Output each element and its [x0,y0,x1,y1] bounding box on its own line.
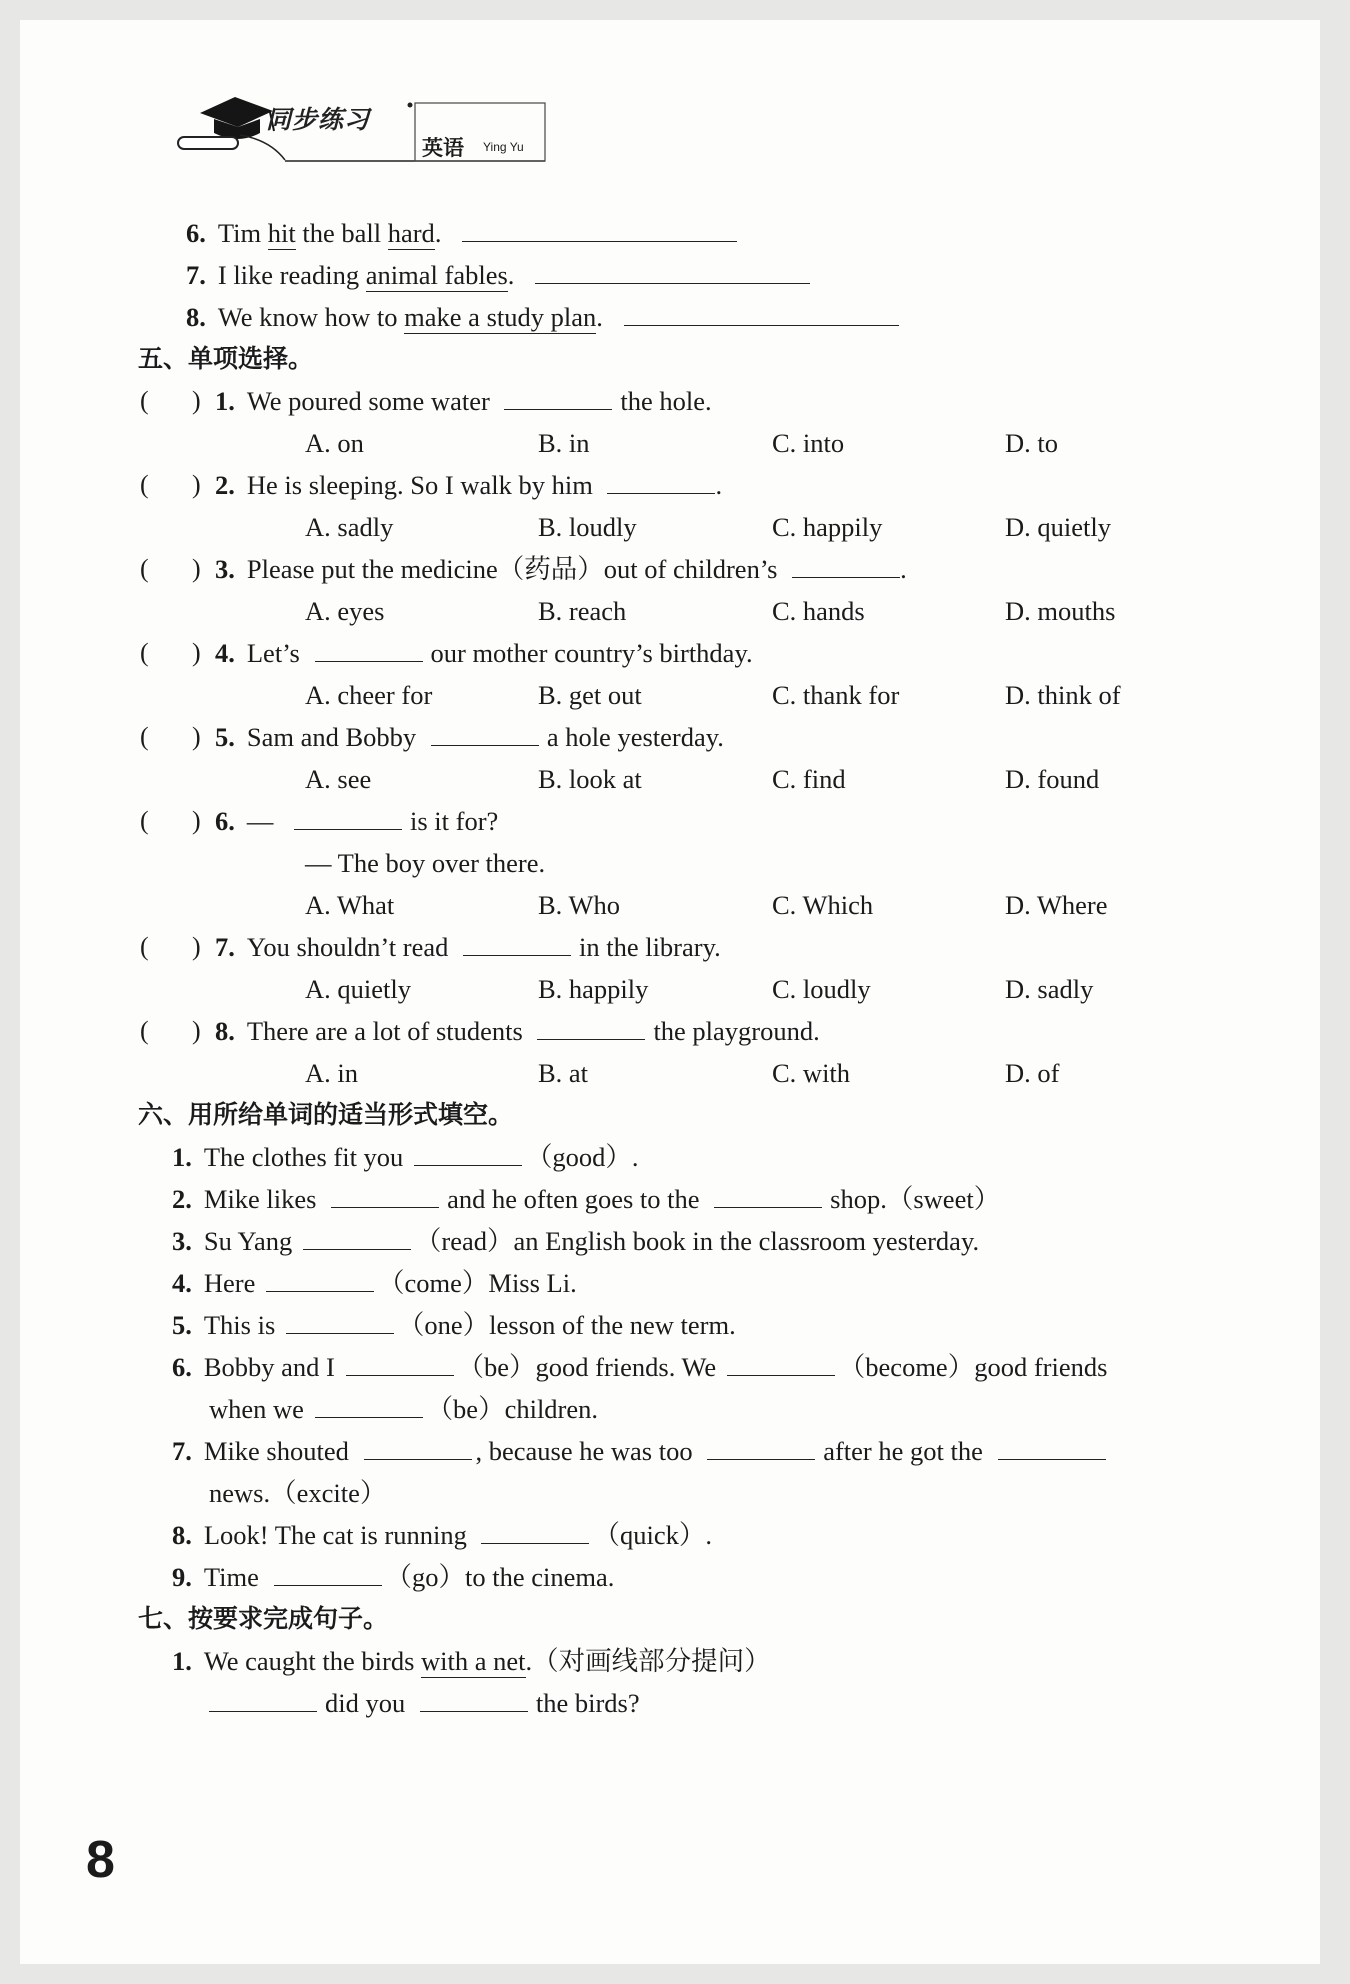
s5-q2-option-d[interactable]: D. quietly [1005,512,1111,542]
section5-title: 五、单项选择。 [138,344,314,373]
answer-blank[interactable] [504,385,612,410]
answer-bracket[interactable]: ( [140,386,149,415]
s5-q8-option-a[interactable]: A. in [305,1058,358,1088]
s5-q8-stem: 8. There are a lot of students the playground. [215,1016,820,1046]
s5-q3-option-a[interactable]: A. eyes [305,596,385,626]
s6-item-9: 9. Time （go）to the cinema. [172,1562,615,1592]
s5-q7-option-d[interactable]: D. sadly [1005,974,1094,1004]
s5-q7-option-b[interactable]: B. happily [538,974,649,1004]
s6-item-1: 1. The clothes fit you （good）. [172,1142,639,1172]
worksheet-page: 同步练习 英语 Ying Yu 6. Tim hit the ball hard. 7. I like reading animal fables. 8. We know how to make a study plan. 五、单项选择。 ( ) 1. We poured some water the hole. A. on B. in C. into D. to ( ) 2. He is sleeping. So I walk by him . A. sadly B. loudly C. happily D. quietly ( ) 3. Please put the medicine（药品）out of children’s . A. eyes B. reach C. hands D. mouths ( ) 4. Let’s our mother country’s birthday. A. cheer for B. get out C. thank for D. think of ( ) 5. Sam and Bobby a hole yesterday. A. see B. look at C. find D. found ( ) 6. — is it for? — The boy over there. A. What B. Who C. Which D. Where ( ) 7. You shouldn’t read in the library. A. quietly B. happily C. loudly D. sadly ( ) 8. There are a lot of students the playground. A. in B. at C. with D. of 六、用所给单词的适当形式填空。 1. The clothes fit you （good）. 2. Mike likes and he often goes to the shop.（sweet） 3. Su Yang （read）an English book in the classroom yesterday. 4. Here （come）Miss Li. 5. This is （one）lesson of the new term. 6. Bobby and I （be）good friends. We （become）good friends when we （be）children. 7. Mike shouted , because he was too after he got the news.（excite） 8. Look! The cat is running （quick）. 9. Time （go）to the cinema. 七、按要求完成句子。 1. We caught the birds with a net.（对画线部分提问） did you the birds? 8 [20,20,1320,1964]
s6-item-2: 2. Mike likes and he often goes to the shop.（sweet） [172,1184,1001,1214]
answer-blank[interactable] [266,1267,374,1292]
s5-q1-option-d[interactable]: D. to [1005,428,1058,458]
s5-q4-option-b[interactable]: B. get out [538,680,642,710]
answer-bracket[interactable]: ( [140,554,149,583]
answer-blank[interactable] [331,1183,439,1208]
answer-blank[interactable] [209,1687,317,1712]
answer-blank[interactable] [624,301,899,326]
s7-item-1: 1. We caught the birds with a net.（对画线部分提问） [172,1646,771,1676]
answer-blank[interactable] [707,1435,815,1460]
answer-bracket[interactable]: ( [140,1016,149,1045]
s5-q2-option-c[interactable]: C. happily [772,512,883,542]
answer-blank[interactable] [315,1393,423,1418]
s5-q5-stem: 5. Sam and Bobby a hole yesterday. [215,722,724,752]
answer-blank[interactable] [714,1183,822,1208]
answer-blank[interactable] [346,1351,454,1376]
s5-q1-stem: 1. We poured some water the hole. [215,386,712,416]
section7-title: 七、按要求完成句子。 [138,1604,389,1633]
s5-q2-option-a[interactable]: A. sadly [305,512,394,542]
s6-item-5: 5. This is （one）lesson of the new term. [172,1310,736,1340]
s5-q1-option-c[interactable]: C. into [772,428,845,458]
page-number: 8 [86,1831,115,1889]
s5-q7-option-c[interactable]: C. loudly [772,974,871,1004]
s5-q4-stem: 4. Let’s our mother country’s birthday. [215,638,753,668]
s6-item-8: 8. Look! The cat is running （quick）. [172,1520,712,1550]
s5-q4-option-a[interactable]: A. cheer for [305,680,433,710]
answer-blank[interactable] [431,721,539,746]
answer-blank[interactable] [607,469,715,494]
s7-item-1-answer: did you the birds? [209,1686,640,1720]
s5-q4-option-d[interactable]: D. think of [1005,680,1121,710]
s5-q2-stem: 2. He is sleeping. So I walk by him . [215,470,723,500]
s5-q5-option-d[interactable]: D. found [1005,764,1100,794]
s5-q3-option-d[interactable]: D. mouths [1005,596,1116,626]
s5-q6-option-d[interactable]: D. Where [1005,890,1108,920]
s5-q5-option-b[interactable]: B. look at [538,764,642,794]
answer-blank[interactable] [286,1309,394,1334]
s6-item-7: 7. Mike shouted , because he was too after he got the [172,1434,1106,1468]
answer-bracket[interactable]: ( [140,722,149,751]
answer-blank[interactable] [481,1519,589,1544]
s6-item-6-cont: when we （be）children. [209,1394,599,1424]
answer-blank[interactable] [303,1225,411,1250]
s6-item-6: 6. Bobby and I （be）good friends. We （become）good friends [172,1352,1108,1382]
answer-blank[interactable] [792,553,900,578]
answer-blank[interactable] [294,805,402,830]
section6-title: 六、用所给单词的适当形式填空。 [138,1100,514,1129]
s6-item-3: 3. Su Yang （read）an English book in the classroom yesterday. [172,1226,980,1256]
answer-blank[interactable] [463,931,571,956]
s5-q1-option-a[interactable]: A. on [305,428,364,458]
answer-blank[interactable] [462,217,737,242]
s5-q8-option-d[interactable]: D. of [1005,1058,1060,1088]
answer-blank[interactable] [537,1015,645,1040]
answer-blank[interactable] [727,1351,835,1376]
s5-q1-option-b[interactable]: B. in [538,428,590,458]
s6-item-7-cont: news.（excite） [209,1478,387,1508]
s5-q6-option-b[interactable]: B. Who [538,890,620,920]
s5-q5-option-a[interactable]: A. see [305,764,372,794]
s6-item-4: 4. Here （come）Miss Li. [172,1268,577,1298]
s5-q6-option-a[interactable]: A. What [305,890,395,920]
s5-q6-option-c[interactable]: C. Which [772,890,874,920]
s5-q6-stem: 6. — is it for? [215,806,499,836]
answer-blank[interactable] [420,1687,528,1712]
answer-bracket[interactable]: ( [140,638,149,667]
answer-blank[interactable] [535,259,810,284]
s5-q8-option-b[interactable]: B. at [538,1058,589,1088]
s5-q2-option-b[interactable]: B. loudly [538,512,637,542]
s5-q8-option-c[interactable]: C. with [772,1058,851,1088]
s5-q3-stem: 3. Please put the medicine（药品）out of children’s . [215,554,907,584]
answer-blank[interactable] [364,1435,472,1460]
s5-q6-response: — The boy over there. [305,848,546,878]
s5-q4-option-c[interactable]: C. thank for [772,680,900,710]
s5-q7-stem: 7. You shouldn’t read in the library. [215,932,721,962]
answer-blank[interactable] [274,1561,382,1586]
header-subject-pinyin: Ying Yu [483,140,524,154]
s5-q3-option-b[interactable]: B. reach [538,596,627,626]
s5-q7-option-a[interactable]: A. quietly [305,974,411,1004]
header-subject: 英语 [422,136,464,160]
s4-item-6: 6. Tim hit the ball hard. [186,216,737,250]
answer-bracket[interactable]: ( [140,806,149,835]
answer-blank[interactable] [315,637,423,662]
answer-bracket[interactable]: ( [140,932,149,961]
answer-blank[interactable] [998,1435,1106,1460]
s4-item-8: 8. We know how to make a study plan. [186,300,899,334]
header-title: 同步练习 [266,105,371,134]
s4-item-7: 7. I like reading animal fables. [186,258,810,292]
answer-blank[interactable] [414,1141,522,1166]
s5-q5-option-c[interactable]: C. find [772,764,846,794]
s5-q3-option-c[interactable]: C. hands [772,596,865,626]
answer-bracket[interactable]: ( [140,470,149,499]
